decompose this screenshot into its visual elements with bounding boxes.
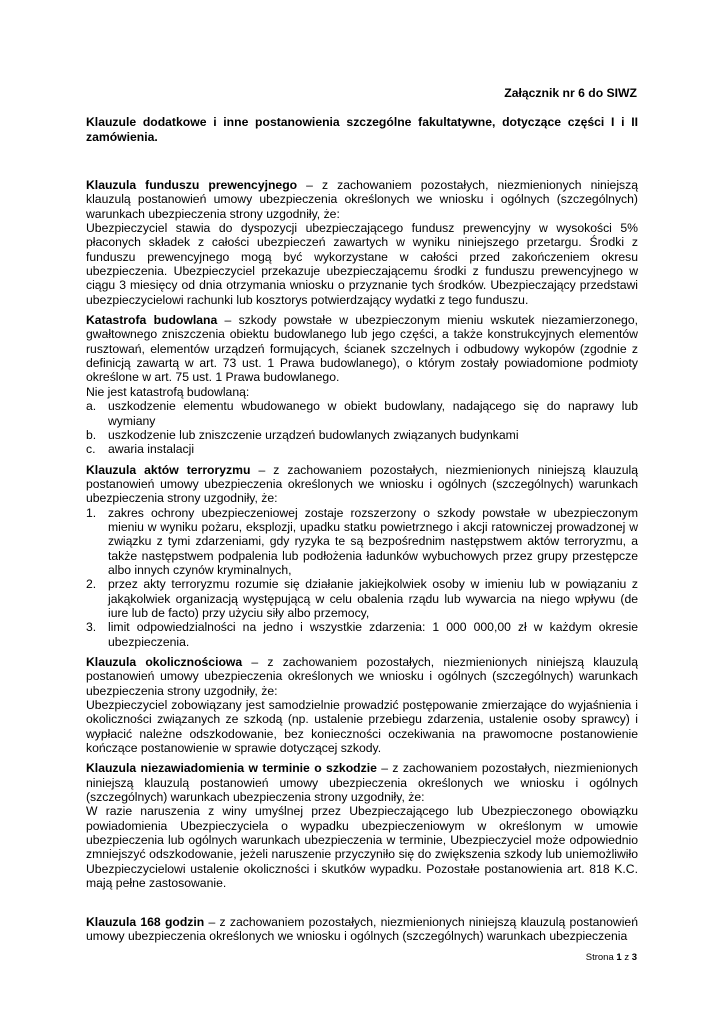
clause-body: Ubezpieczyciel zobowiązany jest samodzielnie prowadzić postępowanie zmierzające do wyjaśnienia i okoliczności związanych ze szkodą (np. ustalenie przebiegu zdarzenia, ustalenie osoby sprawcy) i wypłacić należne odszkodowanie, bez konieczności oczekiwania na prawomocne postanowienie kończące postanowienie w sprawie dotyczącej szkody.: [86, 698, 638, 756]
clause-paragraph: [86, 655, 638, 698]
clause-intro: – z zachowaniem pozostałych, niezmienionych niniejszą klauzulą postanowień umowy ubezpieczenia określonych we wniosku i ogólnych (szczególnych) warunkach ubezpieczenia strony uzgodniły, że:: [86, 462, 638, 506]
clause-paragraph: [86, 178, 638, 221]
clause-intro: – szkody powstałe w ubezpieczonym mieniu wskutek niezamierzonego, gwałtownego zniszczenia obiektu budowlanego lub jego części, a także konstrukcyjnych elementów rusztowań, elementów urządzeń formujących, ścianek szczelnych i odbudowy wykopów (zgodnie z definicją zawartą w art. 73 ust. 1 Prawa budowlanego), o którym zostały powiadomione podmioty określone w art. 75 ust. 1 Prawa budowlanego.: [86, 313, 638, 385]
clause-intro: – z zachowaniem pozostałych, niezmienionych niniejszą klauzulą postanowień umowy ubezpieczenia określonych we wniosku i ogólnych (szczególnych) warunkach ubezpieczenia: [86, 914, 638, 943]
clause-paragraph: [86, 463, 638, 506]
list-marker: 3.: [86, 620, 97, 635]
list-marker: 2.: [86, 577, 97, 592]
list-text: uszkodzenie elementu wbudowanego w obiekt budowlany, nadającego się do naprawy lub wymiany: [108, 399, 638, 428]
clause-heading: Klauzula funduszu prewencyjnego: [86, 178, 298, 192]
clause-paragraph: [86, 915, 638, 944]
page-prefix: Strona: [585, 952, 614, 963]
clause-terrorism: [86, 463, 638, 649]
clause-intro: – z zachowaniem pozostałych, niezmienionych niniejszą klauzulą postanowień umowy ubezpieczenia określonych we wniosku i ogólnych (szczególnych) warunkach ubezpieczenia strony uzgodniły, że:: [86, 655, 638, 698]
clause-paragraph: [86, 313, 638, 385]
clause-heading: Klauzula aktów terroryzmu: [86, 462, 251, 477]
clause-intro: – z zachowaniem pozostałych, niezmienionych niniejszą klauzulą postanowień umowy ubezpieczenia określonych we wniosku i ogólnych (szczególnych) warunkach ubezpieczenia strony uzgodniły, że:: [86, 178, 638, 221]
clause-heading: Klauzula okolicznościowa: [86, 655, 243, 669]
exclusions-list: [86, 399, 638, 456]
list-item: [86, 399, 638, 428]
list-text: przez akty terroryzmu rozumie się działanie jakiejkolwiek osoby w imieniu lub w powiązaniu z jakąkolwiek organizacją występującą w celu obalenia rządu lub wywarcia na niego wpływu (de iure lub de facto) przy użyciu siły albo przemocy,: [108, 577, 638, 620]
terrorism-list: [86, 506, 638, 649]
clause-heading: Klauzula 168 godzin: [86, 914, 205, 929]
clause-heading: Katastrofa budowlana: [86, 313, 218, 328]
list-marker: b.: [86, 427, 97, 442]
clause-body: Ubezpieczyciel stawia do dyspozycji ubezpieczającego fundusz prewencyjny w wysokości 5% płaconych składek z całości ubezpieczeń zawartych w wyniku niniejszego przetargu. Środki z funduszu prewencyjnego mogą być wykorzystane w całości przed zakończeniem okresu ubezpieczenia. Ubezpieczyciel przekazuje ubezpieczającemu środki z funduszu prewencyjnego w ciągu 3 miesięcy od dnia otrzymania wniosku o przyznanie tych środków. Ubezpieczający przedstawi ubezpieczycielowi rachunki lub kosztorys potwierdzający wydatki z tego funduszu.: [86, 221, 638, 307]
total-pages: 3: [631, 952, 637, 963]
page-separator: z: [624, 952, 630, 963]
list-item: [86, 506, 638, 578]
list-text: awaria instalacji: [108, 442, 195, 457]
annex-label: Załącznik nr 6 do SIWZ: [504, 86, 637, 100]
clause-construction-disaster: [86, 313, 638, 456]
document-body: [86, 178, 638, 949]
document-title: Klauzule dodatkowe i inne postanowienia szczególne fakultatywne, dotyczące części I i II zamówienia.: [86, 115, 638, 144]
list-item: [86, 428, 638, 442]
clause-168-hours: [86, 915, 638, 944]
list-text: zakres ochrony ubezpieczeniowej zostaje rozszerzony o szkody powstałe w ubezpieczonym mieniu w wyniku pożaru, eksplozji, upadku statku powietrznego i akcji ratowniczej prowadzonej w związku z tymi zdarzeniami, gdy ryzyka te są bezpośrednim następstwem aktów terroryzmu, a także następstwem podpalenia lub podłożenia ładunków wybuchowych przez grupy przestępcze albo innych czynów kryminalnych,: [108, 505, 638, 577]
clause-intro: – z zachowaniem pozostałych, niezmienionych niniejszą klauzulą postanowień umowy ubezpieczenia określonych we wniosku i ogólnych (szczególnych) warunkach ubezpieczenia strony uzgodniły, że:: [86, 761, 638, 805]
clause-paragraph: [86, 761, 638, 804]
clause-late-notice: [86, 761, 638, 890]
list-marker: a.: [86, 399, 97, 414]
page-number: [586, 952, 637, 963]
list-marker: 1.: [86, 505, 97, 520]
clause-circumstances: [86, 655, 638, 755]
exclusions-label: Nie jest katastrofą budowlaną:: [86, 384, 250, 399]
list-item: [86, 577, 638, 620]
list-item: [86, 442, 638, 456]
list-text: uszkodzenie lub zniszczenie urządzeń budowlanych związanych budynkami: [108, 427, 519, 442]
list-marker: c.: [86, 442, 96, 457]
clause-body: W razie naruszenia z winy umyślnej przez Ubezpieczającego lub Ubezpieczonego obowiązku powiadomienia Ubezpieczyciela o wypadku ubezpieczeniowym w określonym w umowie ubezpieczenia lub ogólnych warunkach ubezpieczenia w terminie, Ubezpieczyciel może odpowiednio zmniejszyć odszkodowanie, jeżeli naruszenie przyczyniło się do zwiększenia szkody lub uniemożliwiło Ubezpieczycielowi ustalenie okoliczności i skutków wypadku. Pozostałe postanowienia art. 818 K.C. mają pełne zastosowanie.: [86, 804, 638, 891]
clause-prevention-fund: [86, 178, 638, 307]
current-page: 1: [616, 952, 622, 963]
list-text: limit odpowiedzialności na jedno i wszystkie zdarzenia: 1 000 000,00 zł w każdym okresie ubezpieczenia.: [108, 620, 638, 649]
list-item: [86, 620, 638, 649]
clause-heading: Klauzula niezawiadomienia w terminie o szkodzie: [86, 761, 377, 776]
